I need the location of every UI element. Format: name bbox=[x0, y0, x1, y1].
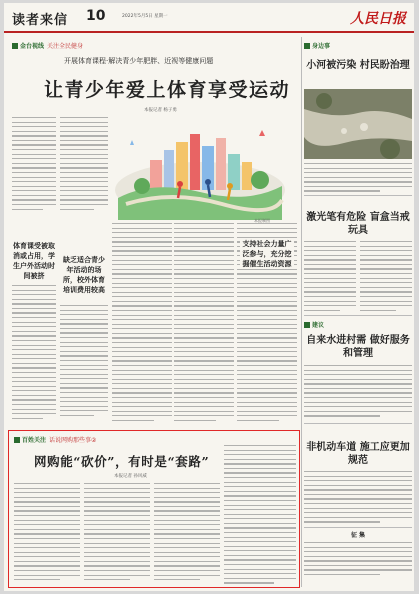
article-text-col-1 bbox=[12, 117, 56, 212]
boxed-article-headline[interactable]: 网购能“砍价”，有时是“套路” bbox=[34, 454, 210, 469]
tag-square-icon bbox=[304, 43, 310, 49]
tag-square-icon bbox=[304, 322, 310, 328]
tag-square-icon bbox=[14, 437, 20, 443]
masthead bbox=[4, 3, 414, 33]
sports-city-illustration bbox=[112, 120, 287, 220]
right-mid-headline: 激光笔有危险 盲盒当戒玩具 bbox=[306, 212, 410, 236]
right-low-text bbox=[304, 471, 412, 525]
right-low-headline: 非机动车道 施工应更加规范 bbox=[306, 442, 410, 466]
notice-box bbox=[304, 530, 412, 585]
issue-date: 2022年5月5日 星期一 bbox=[122, 14, 168, 19]
right-top-text bbox=[304, 163, 412, 193]
boxed-article-byline: 本报记者 孙风威 bbox=[114, 474, 147, 479]
column-divider bbox=[301, 37, 302, 587]
section-title: 读者来信 bbox=[12, 13, 69, 28]
main-article-subtitle: 开展体育课程·解决青少年肥胖、近视等健康问题 bbox=[64, 57, 214, 65]
notice-title: 征 集 bbox=[350, 532, 366, 539]
main-article-tag: 金台视线 关注全民健身 bbox=[12, 41, 83, 50]
main-article-headline: 让青少年爱上体育享受运动 bbox=[44, 79, 291, 101]
right-top-tag: 身边事 bbox=[304, 41, 330, 50]
page-number: 10 bbox=[86, 8, 106, 24]
right-top-headline: 小河被污染 村民盼治理 bbox=[306, 60, 410, 71]
article-text-col-2b bbox=[60, 305, 108, 423]
newspaper-page bbox=[4, 3, 414, 591]
boxed-text-col-2 bbox=[84, 483, 150, 585]
newspaper-logo: 人民日报 bbox=[350, 11, 406, 27]
right-suggest-text bbox=[304, 365, 412, 421]
right-mid-text-b bbox=[360, 241, 412, 311]
mid-headline-c: 支持社会力量广泛参与，充分挖掘催生活动资源 bbox=[240, 239, 294, 269]
right-suggest-headline: 自来水进村需 做好服务和管理 bbox=[306, 335, 410, 359]
illustration-caption: 本报制图 bbox=[254, 218, 270, 223]
article-text-col-3 bbox=[112, 223, 172, 423]
boxed-text-col-4 bbox=[224, 445, 296, 585]
tag-square-icon bbox=[12, 43, 18, 49]
mid-headline-a: 体育课受被取消或占用，学生户外活动时间被挤 bbox=[13, 242, 55, 280]
boxed-text-col-3 bbox=[154, 483, 220, 585]
mid-headline-b: 缺乏适合青少年活动的场所，校外体育培训费用较高 bbox=[63, 256, 105, 294]
right-mid-text-a bbox=[304, 241, 356, 311]
main-article-byline: 本报记者 杨子勇 bbox=[144, 108, 177, 113]
article-text-col-1b bbox=[12, 285, 56, 423]
right-suggest-tag: 建议 bbox=[304, 320, 324, 329]
river-photo bbox=[304, 89, 412, 159]
article-text-col-2 bbox=[60, 117, 108, 212]
boxed-article-tag: 百姓关注 话说网购那些事② bbox=[14, 435, 96, 444]
boxed-text-col-1 bbox=[14, 483, 80, 585]
article-text-col-4 bbox=[174, 223, 234, 423]
